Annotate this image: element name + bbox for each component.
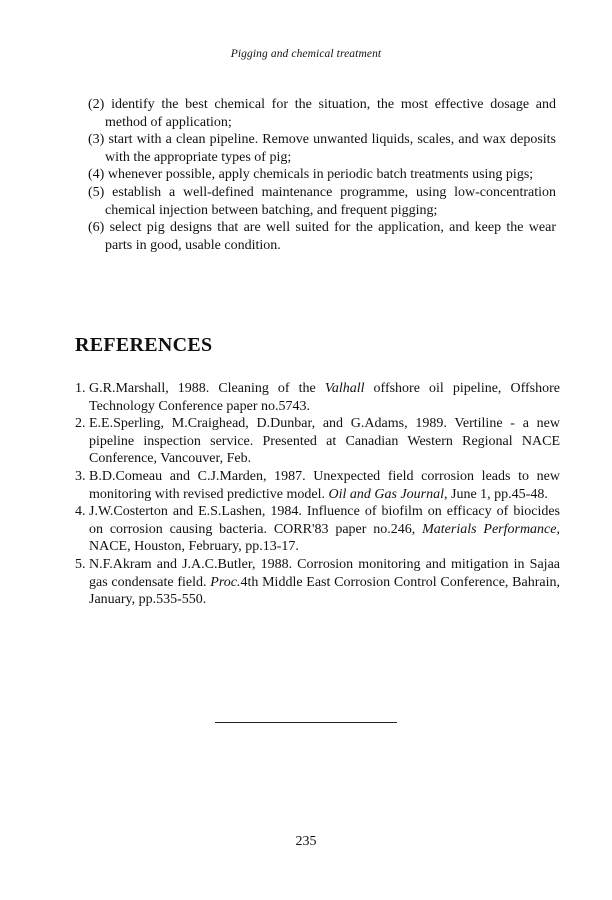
reference-text-end: 4th Middle East Corrosion Control Conference, Bahrain, January, pp.535-550. [89,574,560,608]
reference-item [75,556,560,609]
reference-text: G.R.Marshall, 1988. Cleaning of the [89,381,325,396]
reference-italic: Oil and Gas Journal [328,486,445,502]
step-item [88,96,556,131]
divider-rule [215,722,397,723]
step-label: (3) [88,132,105,148]
step-item [88,219,556,254]
step-label: (2) [88,97,105,112]
page-number: 235 [295,834,317,849]
running-head: Pigging and chemical treatment [230,48,382,60]
references-heading: REFERENCES [75,334,213,356]
reference-number: 3. [75,468,86,484]
reference-item [75,415,560,468]
reference-item [75,503,560,556]
step-text: identify the best chemical for the situation, the most effective dosage and method of application; [105,97,557,130]
references-list [75,380,560,609]
reference-item [75,380,560,415]
reference-italic: Proc. [210,574,241,590]
step-text: select pig designs that are well suited for the application, and keep the wear parts in good, usable condition. [105,220,557,253]
reference-number: 2. [75,416,86,432]
reference-text: J.W.Costerton and E.S.Lashen, 1984. Influence of biofilm on efficacy of biocides on corrosion causing bacteria. CORR'83 paper no.246, [89,504,560,537]
step-item [88,166,556,184]
reference-item [75,468,560,503]
reference-number: 5. [75,556,86,572]
step-item [88,131,556,166]
reference-text-end: offshore oil pipeline, Offshore Technology Conference paper no.5743. [89,381,560,414]
reference-italic: Materials Performance [422,521,557,537]
numbered-steps [88,96,556,254]
reference-text: E.E.Sperling, M.Craighead, D.Dunbar, and G.Adams, 1989. Vertiline - a new pipeline inspection service. Presented at Canadian Western Regional NACE Conference, Vancouver, Feb. [89,416,560,467]
reference-number: 4. [75,504,86,520]
step-text: start with a clean pipeline. Remove unwanted liquids, scales, and wax deposits with the appropriate types of pig; [105,132,557,165]
reference-text-end: , June 1, pp.45-48. [444,486,548,502]
step-label: (4) [88,167,105,183]
step-item [88,184,556,219]
reference-number: 1. [75,381,86,396]
step-text: establish a well-defined maintenance programme, using low-concentration chemical injection between batching, and frequent pigging; [105,184,556,218]
reference-italic: Valhall [324,381,365,396]
step-text: whenever possible, apply chemicals in periodic batch treatments using pigs; [107,167,534,183]
step-label: (6) [88,220,105,236]
reference-text: B.D.Comeau and C.J.Marden, 1987. Unexpected field corrosion leads to new monitoring with revised predictive model. [89,468,560,502]
step-label: (5) [88,184,105,200]
reference-text: N.F.Akram and J.A.C.Butler, 1988. Corrosion monitoring and mitigation in Sajaa gas condensate field. [89,556,560,590]
reference-text-end: , NACE, Houston, February, pp.13-17. [89,521,560,555]
